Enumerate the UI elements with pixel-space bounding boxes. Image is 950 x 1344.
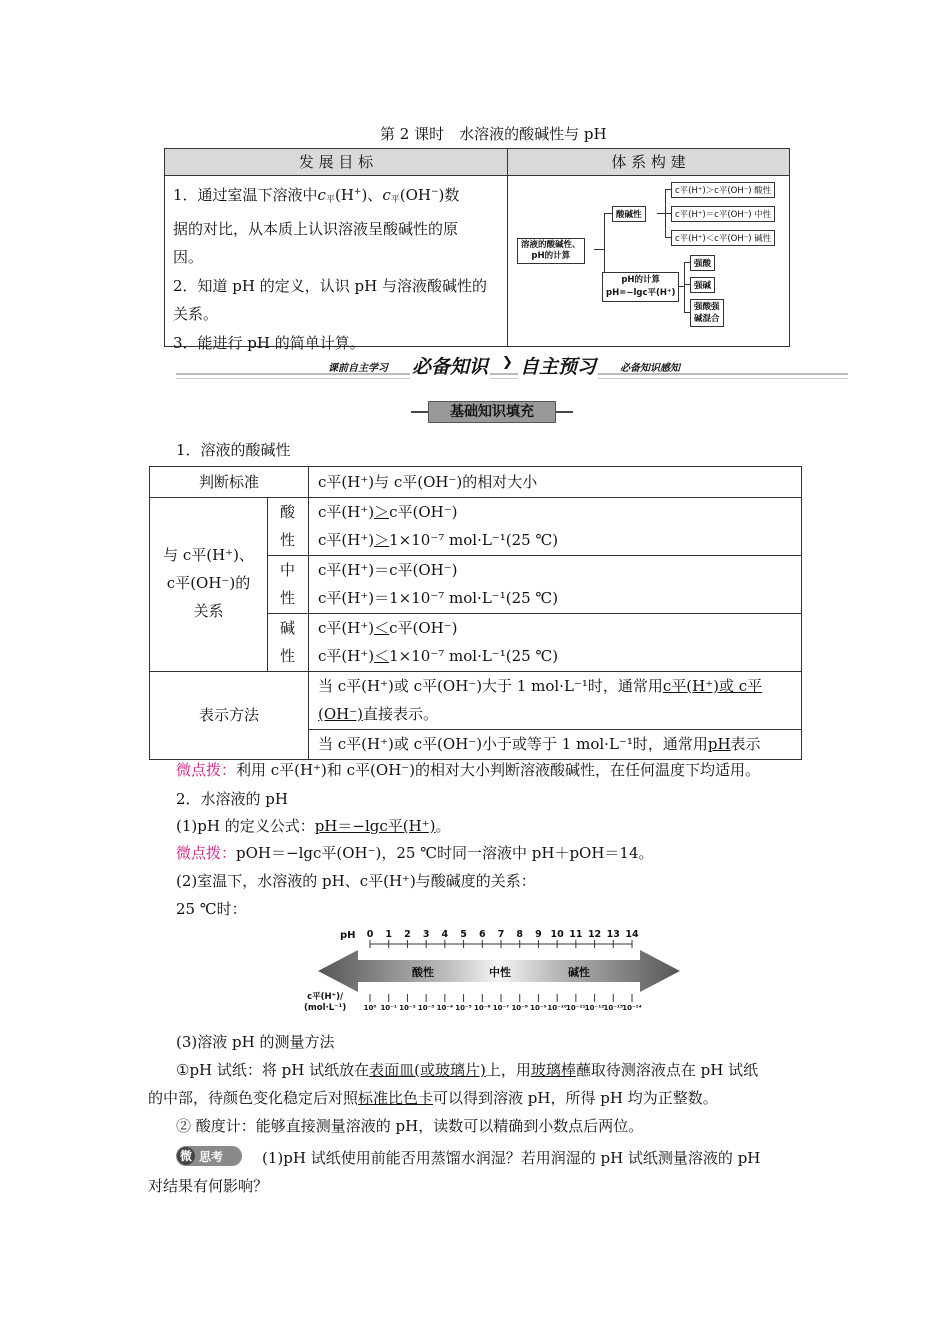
conc-tick-label: 10⁻¹⁴ [622,1004,642,1012]
ph-tick-label: 13 [606,929,620,940]
diagram-strong-acid: 强酸 [690,255,715,271]
base-conditions: c平(H⁺)＜c平(OH⁻) c平(H⁺)＜1×10⁻⁷ mol·L⁻¹(25 ℃) [318,619,559,665]
repr-label: 表示方法 [198,706,259,724]
banner-right: 必备知识感知 [620,363,680,374]
acid-label: 酸 性 [279,503,295,549]
repr-row-2: 当 c平(H⁺)或 c平(OH⁻)小于或等于 1 mol·L⁻¹时，通常用pH表示 [318,735,761,753]
acidity-table [149,466,802,760]
ph-tick-label: 3 [422,929,430,940]
s2-2: (2)室温下，水溶液的 pH、c平(H⁺)与酸碱度的关系： [176,872,536,890]
relation-label: 与 c平(H⁺)、 c平(OH⁻)的 关系 [163,546,254,620]
banner-main-1: 必备知识 [410,352,490,379]
ph-tick-label: 7 [497,929,505,940]
acid-conditions: c平(H⁺)＞c平(OH⁻) c平(H⁺)＞1×10⁻⁷ mol·L⁻¹(25 ℃) [318,503,559,549]
diagram-neutral: c平(H⁺)＝c平(OH⁻) 中性 [671,206,775,222]
goals-head: 发 展 目 标 [165,149,508,176]
section-title: 基础知识填充 [428,401,556,423]
diagram-ph-calc: pH的计算 pH=−lgc平(H⁺) [602,272,679,302]
ph-tick-label: 0 [366,929,374,940]
banner-arrow-icon: ❯ [502,355,513,370]
diagram-strong-base: 强碱 [690,277,715,293]
ph-tick-label: 1 [385,929,393,940]
think-question-line1: (1)pH 试纸使用前能否用蒸馏水润湿？若用润湿的 pH 试纸测量溶液的 pH [262,1149,761,1167]
diagram-basic: c平(H⁺)＜c平(OH⁻) 碱性 [671,230,775,246]
tip-2: 微点拨：pOH＝−lgc平(OH⁻)，25 ℃时同一溶液中 pH＋pOH＝14。 [176,844,654,862]
ph-scale-figure [300,926,690,1020]
conc-tick-label: 10⁻⁵ [455,1004,472,1012]
conc-tick-label: 10⁻⁷ [492,1004,510,1012]
ph-tick-label: 2 [404,929,411,940]
conc-tick-label: 10⁻¹¹ [566,1004,586,1012]
banner-rule-2 [176,378,848,379]
concept-diagram [508,176,789,346]
conc-tick-label: 10⁻⁴ [436,1004,454,1012]
think-badge [176,1146,242,1166]
ph-tick-label: 9 [535,929,542,940]
ph-tick-label: 12 [587,929,602,940]
goals-text: 1．通过室温下溶液中$c_平(H^+)$、$c_平(OH^-)$数 据的对比，从本质上认识溶液呈酸碱性的原 因。 2．知道 pH 的定义，认识 pH 与溶液酸碱性的 关系。 3．能进行 pH 的简单计算。 [173,186,487,352]
criterion-value: c平(H⁺)与 c平(OH⁻)的相对大小 [318,473,538,491]
base-label: 碱 性 [279,619,295,665]
diagram-acidic: c平(H⁺)＞c平(OH⁻) 酸性 [671,182,775,198]
conc-tick-label: 10⁻³ [417,1004,435,1012]
criterion-label: 判断标准 [198,473,259,491]
diagram-acid-base: 酸碱性 [612,206,646,222]
acid-region-label: 酸性 [412,966,434,979]
banner-rule [176,373,848,375]
diagram-mix: 强酸强 碱混合 [690,299,724,327]
method-2: ② 酸度计：能够直接测量溶液的 pH，读数可以精确到小数点后两位。 [176,1117,644,1135]
neutral-conditions: c平(H⁺)＝c平(OH⁻) c平(H⁺)＝1×10⁻⁷ mol·L⁻¹(25 ℃) [318,561,559,607]
conc-axis-label: c平(H⁺)/ (mol·L⁻¹) [304,992,347,1013]
method-1-line2: 的中部，待颜色变化稳定后对照标准比色卡可以得到溶液 pH，所得 pH 均为正整数。 [148,1089,718,1107]
banner-left: 课前自主学习 [328,363,388,374]
conc-tick-label: 10⁻¹⁰ [547,1004,567,1012]
conc-tick-label: 10⁻¹ [380,1004,397,1012]
think-question-line2: 对结果有何影响？ [148,1177,269,1195]
neutral-label: 中 性 [279,561,295,607]
conc-tick-label: 10⁰ [363,1004,377,1012]
diagram-root: 溶液的酸碱性、 pH的计算 [517,238,585,264]
page-title: 第 2 课时 水溶液的酸碱性与 pH [380,125,607,143]
s2-title: 2．水溶液的 pH [176,790,288,808]
tip-1: 微点拨：利用 c平(H⁺)和 c平(OH⁻)的相对大小判断溶液酸碱性，在任何温度下均适用。 [176,761,761,779]
base-region-label: 碱性 [568,966,590,979]
ph-tick-label: 6 [478,929,486,940]
conc-tick-label: 10⁻² [399,1004,416,1012]
ph-definition: (1)pH 的定义公式：pH＝−lgc平(H⁺)。 [176,817,451,835]
ph-tick-label: 4 [441,929,449,940]
conc-tick-label: 10⁻⁸ [511,1004,528,1012]
ph-tick-label: 11 [569,929,583,940]
ph-tick-label: 5 [460,929,467,940]
think-badge-icon: 微 [177,1147,195,1165]
ph-tick-label: 10 [550,929,564,940]
conc-tick-label: 10⁻⁶ [474,1004,491,1012]
goals-table [164,148,790,352]
conc-tick-label: 10⁻⁹ [530,1004,547,1012]
method-1-line1: ①pH 试纸：将 pH 试纸放在表面皿(或玻璃片)上，用玻璃棒蘸取待测溶液点在 pH 试纸 [176,1061,759,1079]
neutral-region-label: 中性 [489,966,511,979]
system-head: 体 系 构 建 [508,149,789,176]
ph-tick-label: 8 [516,929,524,940]
conc-tick-label: 10⁻¹³ [603,1004,624,1012]
banner-main-2: 自主预习 [518,352,598,379]
conc-tick-label: 10⁻¹² [584,1004,605,1012]
think-badge-label: 思考 [199,1150,224,1164]
ph-axis-label: pH [340,930,356,941]
s1-title: 1．溶液的酸碱性 [176,441,291,459]
s2-temp: 25 ℃时： [176,900,247,918]
s2-3: (3)溶液 pH 的测量方法 [176,1033,335,1051]
ph-tick-label: 14 [625,929,639,940]
repr-row-1: 当 c平(H⁺)或 c平(OH⁻)大于 1 mol·L⁻¹时，通常用c平(H⁺)或 c平 (OH⁻)直接表示。 [318,677,763,723]
